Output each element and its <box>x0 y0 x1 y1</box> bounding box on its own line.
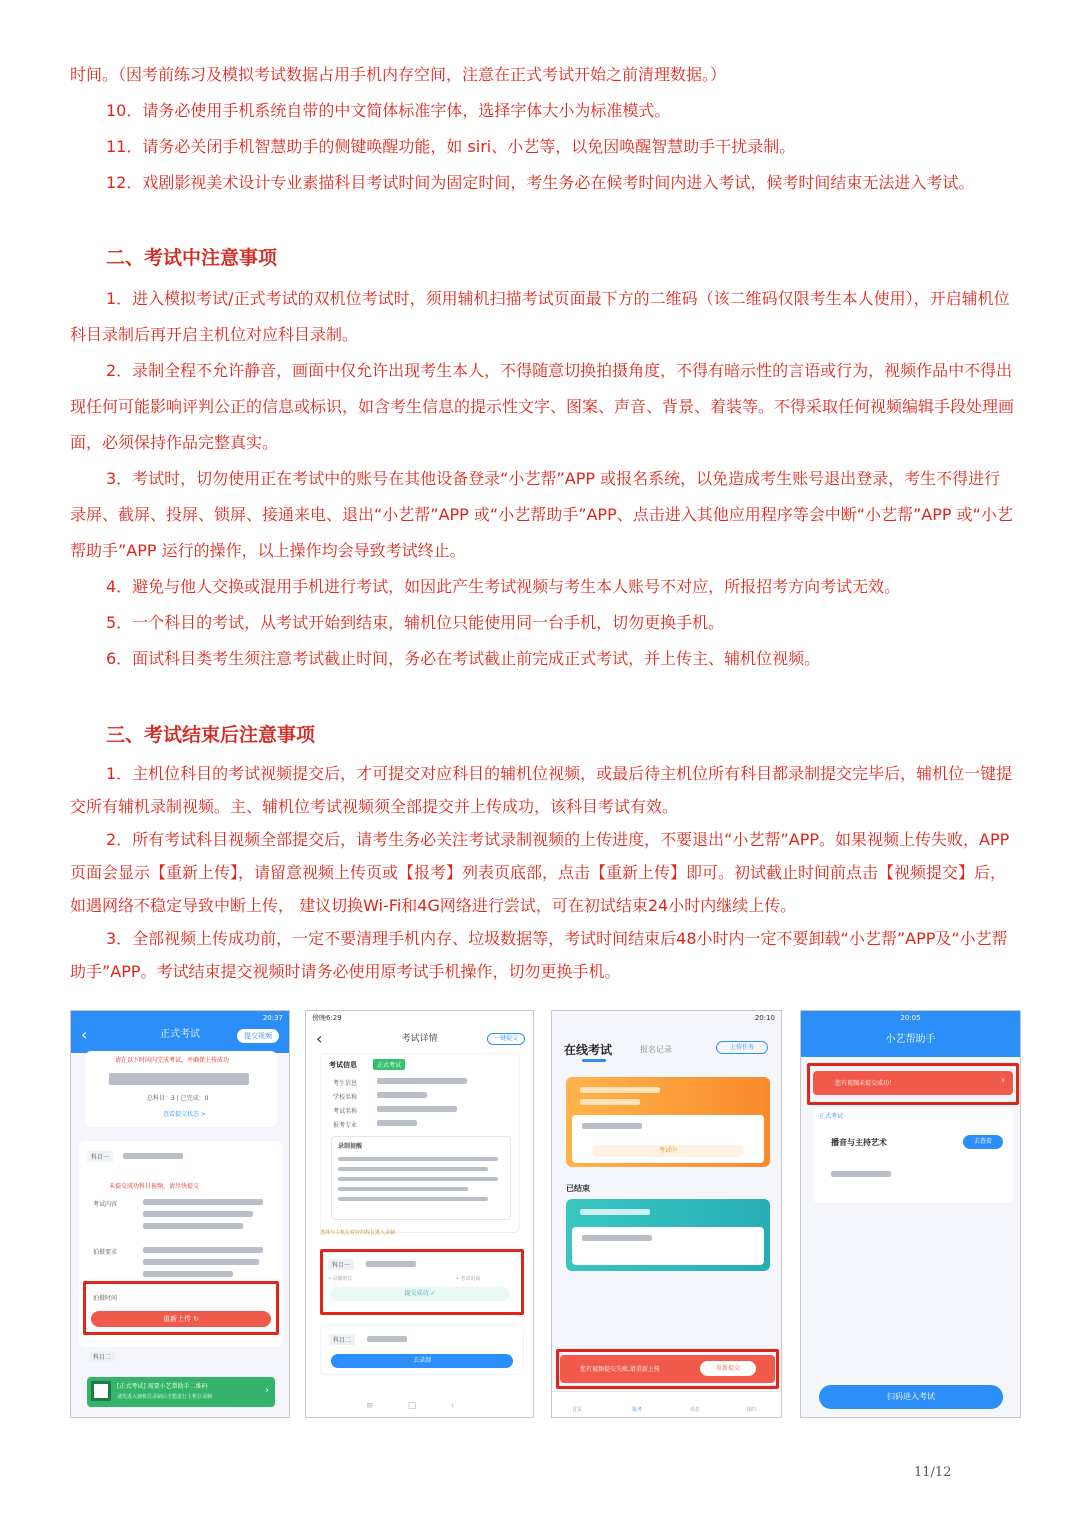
info-title: 考试信息 <box>329 1061 357 1069</box>
section2-heading: 二、考试中注意事项 <box>106 247 278 269</box>
screen-title: 小艺帮助手 <box>885 1034 936 1045</box>
reupload-button[interactable]: 重新提交 <box>700 1361 756 1376</box>
sub-right: • 考试时间 <box>456 1276 481 1282</box>
back-icon[interactable]: ‹ <box>316 1029 323 1048</box>
count-text: 总科目：3 | 已完成：0 <box>147 1095 209 1102</box>
highlight-box <box>83 1281 279 1335</box>
blurred-line <box>580 1209 650 1215</box>
subject-tag: 科目一 <box>87 1151 113 1162</box>
tips-title: 录制提醒 <box>338 1143 363 1150</box>
paragraph: 12．戏剧影视美术设计专业素描科目考试时间为固定时间，考生务必在候考时间内进入考试，候考时间结束无法进入考试。 <box>106 173 975 192</box>
blurred-line <box>831 1171 891 1177</box>
screen-title: 正式考试 <box>160 1029 200 1040</box>
blurred-line <box>143 1259 259 1265</box>
nav-messages[interactable]: 消息 <box>690 1407 701 1413</box>
ended-section-title: 已结束 <box>566 1184 590 1193</box>
subject2-tag: 科目二 <box>89 1351 115 1362</box>
header-bar <box>801 1011 1020 1068</box>
paragraph: 3．全部视频上传成功前，一定不要清理手机内存、垃圾数据等，考试时间结束后48小时内一定不要卸载“小艺帮”APP及“小艺帮助手”APP。考试结束提交视频时请务必使用原考试手机操作，切勿更换手机。 <box>70 929 1008 981</box>
chevron-right-icon: › <box>1001 1075 1005 1086</box>
submit-video-button[interactable]: 提交视频 <box>237 1029 279 1043</box>
screenshot-helper-app <box>800 1010 1021 1418</box>
exam-card-ongoing[interactable] <box>566 1077 770 1167</box>
paragraph: 11．请务必关闭手机智慧助手的侧键唤醒功能，如 siri、小艺等，以免因唤醒智慧助手干扰录制。 <box>106 137 796 156</box>
blurred-line <box>377 1092 427 1098</box>
blurred-line <box>338 1157 498 1161</box>
fail-note: 未提交成功科目视频，请尽快提交 <box>109 1183 200 1190</box>
blurred-name <box>109 1073 249 1085</box>
paragraph: 1．进入模拟考试/正式考试的双机位考试时，须用辅机扫描考试页面最下方的二维码（该二维码仅限考生本人使用），开启辅机位科目录制后再开启主机位对应科目录制。 <box>70 289 1010 344</box>
fail-text: 您有视频提交失败,请重新上传 <box>580 1366 660 1373</box>
back-icon[interactable]: ‹ <box>81 1025 88 1044</box>
row-requirement-label: 拍摄要求 <box>93 1249 118 1256</box>
qr-banner[interactable] <box>87 1377 275 1407</box>
exam-info-card <box>320 1053 520 1233</box>
exam-tag: 正式考试 <box>819 1113 844 1120</box>
notice-text: 请在以下时间内完成考试，并确保上传成功 <box>115 1057 230 1064</box>
paragraph: 时间。（因考前练习及模拟考试数据占用手机内存空间，注意在正式考试开始之前清理数据。） <box>70 65 727 84</box>
blurred-line <box>366 1261 416 1267</box>
submit-success-status: 提交成功 ✓ <box>330 1287 510 1301</box>
section3-body <box>70 757 1015 988</box>
nav-apply[interactable]: 报考 <box>632 1407 643 1413</box>
paragraph: 6．面试科目类考生须注意考试截止时间，务必在考试截止前完成正式考试，并上传主、辅机位视频。 <box>106 649 821 668</box>
paragraph: 5．一个科目的考试，从考试开始到结束，辅机位只能使用同一台手机，切勿更换手机。 <box>106 613 725 632</box>
qr-title: [正式考试] 需要小艺帮助手二维码 <box>117 1383 208 1390</box>
blurred-line <box>377 1106 457 1112</box>
blurred-line <box>143 1271 233 1277</box>
section1-tail <box>70 57 1015 201</box>
subject2-tag: 科目二 <box>329 1334 355 1345</box>
field-candidate: 考生信息 <box>333 1080 358 1087</box>
sub-left: • 录制时长 <box>328 1276 353 1282</box>
blurred-line <box>580 1099 640 1105</box>
exam-card-ended[interactable] <box>566 1199 770 1271</box>
blurred-line <box>338 1197 488 1201</box>
select-tip: 选择与主机位对应的科目进入录制 <box>320 1230 396 1236</box>
subject-name: 播音与主持艺术 <box>831 1138 887 1147</box>
blurred-line <box>367 1336 407 1342</box>
card-body <box>572 1227 764 1265</box>
blurred-line <box>582 1123 642 1129</box>
subject2-card <box>320 1325 524 1375</box>
summary-card <box>85 1051 277 1127</box>
screenshot-online-exams <box>551 1010 782 1418</box>
exam-card <box>813 1107 1013 1203</box>
section2-body <box>70 281 1015 677</box>
header-bar <box>71 1011 289 1053</box>
paragraph: 2．所有考试科目视频全部提交后，请考生务必关注考试录制视频的上传进度，不要退出“小艺帮”APP。如果视频上传失败，APP页面会显示【重新上传】，请留意视频上传页或【报考】列表页底部，点击【重新上传】即可。初试截止时间前点击【视频提交】后，如遇网络不稳定导致中断上传， 建议切换Wi-Fi和4G网络进行尝试，可在初试结束24小时内继续上传。 <box>70 830 1010 915</box>
fail-text: 您有视频未提交成功！ <box>835 1080 896 1087</box>
upload-fail-banner <box>560 1355 775 1383</box>
field-major: 报考专业 <box>333 1122 358 1129</box>
qr-code-icon <box>91 1381 111 1401</box>
info-badge: 正式考试 <box>373 1059 405 1070</box>
field-school: 学校名称 <box>333 1094 358 1101</box>
screenshot-exam-detail <box>305 1010 534 1418</box>
bottom-nav <box>552 1391 781 1417</box>
upload-tasks-button[interactable]: 上传任务 <box>716 1041 768 1054</box>
blurred-subject <box>123 1153 183 1159</box>
paragraph: 10．请务必使用手机系统自带的中文简体标准字体，选择字体大小为标准模式。 <box>106 101 671 120</box>
tips-box <box>331 1136 511 1220</box>
blurred-line <box>338 1177 498 1181</box>
blurred-line <box>143 1211 253 1217</box>
qr-subtitle: 请先进入辅机位录制后才能进行主机位录制 <box>117 1394 213 1400</box>
reupload-button[interactable]: 重新上传 ↻ <box>91 1311 271 1327</box>
status-bar: 傍晚6:29 <box>312 1014 342 1022</box>
card-body <box>572 1115 764 1163</box>
blurred-line <box>338 1167 488 1171</box>
paragraph: 1．主机位科目的考试视频提交后，才可提交对应科目的辅机位视频，或最后待主机位所有科目都录制提交完毕后，辅机位一键提交所有辅机录制视频。主、辅机位考试视频须全部提交并上传成功，该科目考试有效。 <box>70 764 1013 816</box>
header-bar <box>306 1025 533 1053</box>
view-button[interactable]: 去查看 <box>963 1135 1003 1149</box>
subject-tag: 科目一 <box>328 1259 354 1270</box>
status-bar: 20:37 <box>262 1014 283 1022</box>
view-status-link[interactable]: 查看提交状态 > <box>163 1111 206 1118</box>
in-exam-status: 考试中 <box>592 1145 744 1157</box>
tab-underline <box>582 1059 606 1062</box>
blurred-line <box>580 1087 660 1093</box>
paragraph: 3．考试时，切勿使用正在考试中的账号在其他设备登录“小艺帮”APP 或报名系统，以免造成考生账号退出登录，考生不得进行录屏、截屏、投屏、锁屏、接通来电、退出“小艺帮”APP 或“小艺帮助手”APP、点击进入其他应用程序等会中断“小艺帮”APP 或“小艺帮助手”APP 运行的操作，以上操作均会导致考试终止。 <box>70 469 1013 560</box>
status-bar: 20:10 <box>754 1014 775 1022</box>
blurred-line <box>143 1223 243 1229</box>
record-button[interactable]: 去录制 <box>331 1354 513 1368</box>
screen-title: 考试详情 <box>401 1034 438 1044</box>
section3-heading: 三、考试结束后注意事项 <box>106 724 316 746</box>
android-nav: ≡ □ ‹ <box>366 1401 455 1411</box>
blurred-line <box>377 1120 417 1126</box>
blurred-line <box>143 1247 263 1253</box>
blurred-line <box>582 1235 652 1241</box>
page-number: 11/12 <box>914 1465 952 1480</box>
row-time-label: 拍摄时间 <box>93 1295 118 1302</box>
tab-online-exams[interactable]: 在线考试 <box>564 1043 613 1057</box>
nav-home[interactable]: 首页 <box>572 1407 583 1413</box>
paragraph: 2．录制全程不允许静音，画面中仅允许出现考生本人，不得随意切换拍摄角度，不得有暗示性的言语或行为，视频作品中不得出现任何可能影响评判公正的信息或标识，如含考生信息的提示性文字、图案、声音、背景、着装等。不得采取任何视频编辑手段处理画面，必须保持作品完整真实。 <box>70 361 1015 452</box>
field-exam: 考试名称 <box>333 1108 358 1115</box>
screenshot-exam-reupload <box>70 1010 290 1418</box>
blurred-line <box>143 1199 263 1205</box>
row-content-label: 考试内容 <box>93 1201 118 1208</box>
submit-fail-banner[interactable] <box>813 1071 1013 1095</box>
submit-all-button[interactable]: 一键提交 <box>487 1033 525 1045</box>
scan-enter-button[interactable]: 扫码进入考试 <box>819 1385 1003 1409</box>
status-bar: 20:05 <box>900 1014 921 1022</box>
paragraph: 4．避免与他人交换或混用手机进行考试，如因此产生考试视频与考生本人账号不对应，所报招考方向考试无效。 <box>106 577 901 596</box>
blurred-line <box>377 1078 467 1084</box>
nav-mine[interactable]: 我的 <box>746 1407 757 1413</box>
blurred-line <box>338 1187 468 1191</box>
help-corner[interactable]: 操作说明 <box>991 1062 1012 1068</box>
tab-registration-records[interactable]: 报名记录 <box>640 1045 672 1054</box>
chevron-right-icon: › <box>265 1385 269 1396</box>
